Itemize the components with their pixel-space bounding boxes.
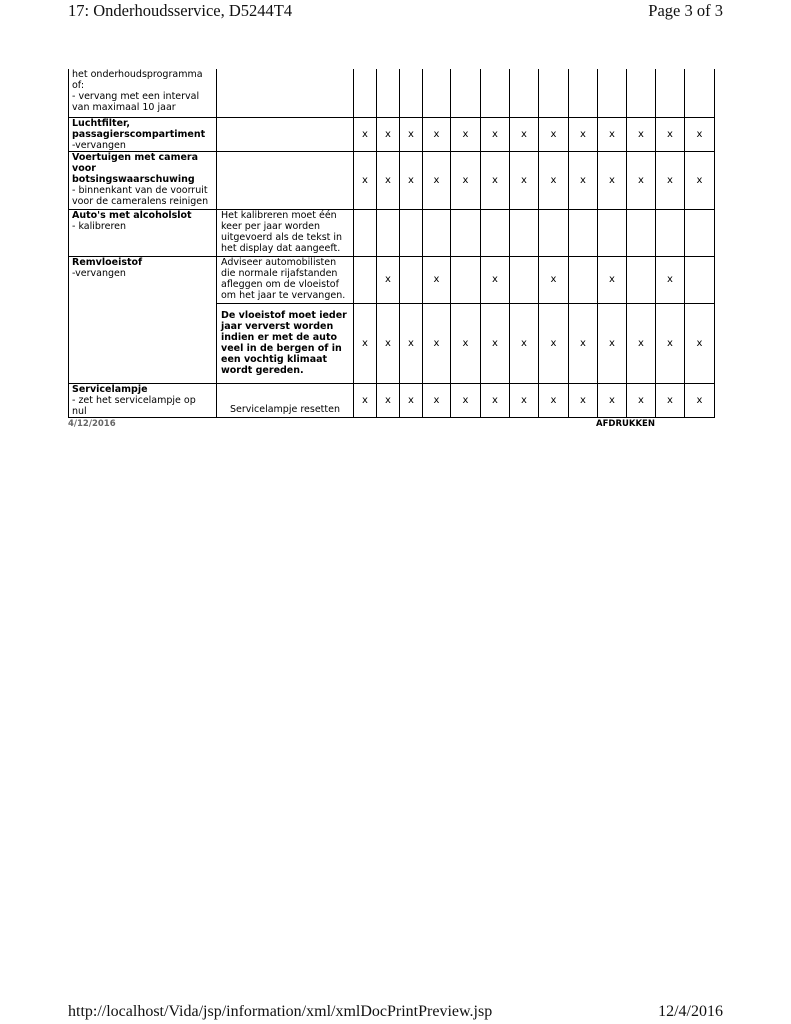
interval-mark	[510, 209, 539, 256]
interval-mark: x	[656, 151, 685, 209]
interval-mark	[539, 69, 569, 117]
interval-mark: x	[569, 151, 598, 209]
interval-mark: x	[569, 383, 598, 417]
interval-mark: x	[423, 151, 451, 209]
interval-mark: x	[627, 151, 656, 209]
interval-mark: x	[627, 383, 656, 417]
interval-mark: x	[451, 383, 481, 417]
interval-mark: x	[685, 151, 715, 209]
interval-mark: x	[656, 256, 685, 303]
interval-mark: x	[627, 303, 656, 383]
interval-mark: x	[400, 117, 423, 151]
table-row	[69, 117, 715, 151]
interval-mark: x	[510, 117, 539, 151]
interval-mark: x	[423, 256, 451, 303]
item-subtext: - binnenkant van de voorruit voor de cameralens reinigen	[72, 184, 209, 207]
interval-mark	[400, 69, 423, 117]
page-number: Page 3 of 3	[648, 1, 723, 20]
description-cell	[217, 69, 354, 117]
interval-mark	[510, 256, 539, 303]
description-cell: Adviseer automobilisten die normale rijafstanden afleggen om de vloeistof om het jaar te vervangen.	[217, 256, 354, 303]
table-row	[69, 69, 715, 117]
interval-mark: x	[569, 117, 598, 151]
interval-mark: x	[598, 383, 627, 417]
interval-mark	[354, 209, 377, 256]
interval-mark: x	[481, 303, 510, 383]
item-subtext: het onderhoudsprogramma of: - vervang met een interval van maximaal 10 jaar	[72, 69, 203, 113]
interval-mark: x	[423, 303, 451, 383]
item-subtext: -vervangen	[72, 139, 126, 151]
interval-mark: x	[598, 117, 627, 151]
item-cell	[69, 383, 217, 417]
interval-mark	[598, 209, 627, 256]
interval-mark: x	[481, 256, 510, 303]
interval-mark: x	[423, 117, 451, 151]
interval-mark: x	[627, 117, 656, 151]
item-cell	[69, 209, 217, 256]
interval-mark: x	[354, 383, 377, 417]
interval-mark: x	[451, 151, 481, 209]
description-cell	[217, 151, 354, 209]
interval-mark: x	[451, 117, 481, 151]
interval-mark	[569, 69, 598, 117]
interval-mark: x	[539, 303, 569, 383]
description-cell: De vloeistof moet ieder jaar ververst worden indien er met de auto veel in de bergen of in een vochtig klimaat wordt gereden.	[217, 303, 354, 383]
interval-mark: x	[377, 383, 400, 417]
print-link[interactable]: AFDRUKKEN	[596, 419, 655, 429]
interval-mark	[598, 69, 627, 117]
item-subtext: - zet het servicelampje op nul	[72, 394, 196, 417]
interval-mark: x	[354, 117, 377, 151]
interval-mark: x	[451, 303, 481, 383]
interval-mark: x	[354, 303, 377, 383]
interval-mark: x	[400, 151, 423, 209]
interval-mark: x	[539, 256, 569, 303]
interval-mark: x	[400, 383, 423, 417]
table-row	[69, 151, 715, 209]
interval-mark: x	[377, 151, 400, 209]
interval-mark	[451, 69, 481, 117]
interval-mark: x	[656, 303, 685, 383]
interval-mark: x	[685, 383, 715, 417]
interval-mark	[377, 69, 400, 117]
interval-mark: x	[423, 383, 451, 417]
interval-mark	[539, 209, 569, 256]
interval-mark	[569, 209, 598, 256]
item-title: Servicelampje	[72, 383, 148, 395]
table-row	[69, 209, 715, 256]
interval-mark: x	[510, 303, 539, 383]
interval-mark: x	[539, 117, 569, 151]
description-cell: Servicelampje resetten	[217, 383, 354, 417]
interval-mark: x	[400, 303, 423, 383]
footer-url: http://localhost/Vida/jsp/information/xml/xmlDocPrintPreview.jsp	[68, 1003, 493, 1020]
item-subtext: - kalibreren	[72, 220, 127, 232]
interval-mark	[569, 256, 598, 303]
interval-mark	[354, 69, 377, 117]
page-header-title: 17: Onderhoudsservice, D5244T4	[68, 1, 293, 20]
interval-mark: x	[598, 256, 627, 303]
interval-mark	[423, 69, 451, 117]
description-cell: Het kalibreren moet één keer per jaar worden uitgevoerd als de tekst in het display dat aangeeft.	[217, 209, 354, 256]
interval-mark	[685, 256, 715, 303]
interval-mark: x	[481, 117, 510, 151]
item-cell	[69, 256, 217, 383]
item-title: Remvloeistof	[72, 256, 143, 268]
item-cell	[69, 69, 217, 117]
interval-mark: x	[569, 303, 598, 383]
interval-mark	[354, 256, 377, 303]
interval-mark: x	[598, 151, 627, 209]
description-cell	[217, 117, 354, 151]
interval-mark: x	[685, 303, 715, 383]
interval-mark	[510, 69, 539, 117]
interval-mark	[656, 69, 685, 117]
interval-mark: x	[377, 256, 400, 303]
maintenance-schedule-table	[68, 69, 715, 418]
interval-mark: x	[481, 383, 510, 417]
footer-date: 12/4/2016	[658, 1003, 723, 1020]
item-title: Auto's met alcoholslot	[72, 209, 192, 221]
item-title: Voertuigen met camera voor botsingswaarschuwing	[72, 151, 199, 185]
interval-mark	[685, 209, 715, 256]
interval-mark	[451, 256, 481, 303]
interval-mark	[451, 209, 481, 256]
table-row	[69, 256, 715, 303]
interval-mark	[481, 209, 510, 256]
interval-mark: x	[481, 151, 510, 209]
table-row	[69, 383, 715, 417]
interval-mark: x	[510, 151, 539, 209]
item-title: Luchtfilter, passagierscompartiment	[72, 117, 206, 140]
interval-mark	[627, 209, 656, 256]
interval-mark: x	[539, 151, 569, 209]
interval-mark	[423, 209, 451, 256]
interval-mark	[627, 256, 656, 303]
interval-mark: x	[377, 303, 400, 383]
interval-mark	[377, 209, 400, 256]
item-subtext: -vervangen	[72, 267, 126, 279]
interval-mark: x	[354, 151, 377, 209]
interval-mark	[400, 209, 423, 256]
interval-mark	[685, 69, 715, 117]
print-date: 4/12/2016	[68, 419, 116, 429]
interval-mark	[481, 69, 510, 117]
interval-mark	[656, 209, 685, 256]
interval-mark	[627, 69, 656, 117]
interval-mark: x	[510, 383, 539, 417]
item-cell	[69, 117, 217, 151]
interval-mark: x	[656, 383, 685, 417]
interval-mark: x	[685, 117, 715, 151]
interval-mark: x	[377, 117, 400, 151]
interval-mark: x	[539, 383, 569, 417]
interval-mark: x	[656, 117, 685, 151]
interval-mark: x	[598, 303, 627, 383]
interval-mark	[400, 256, 423, 303]
item-cell	[69, 151, 217, 209]
